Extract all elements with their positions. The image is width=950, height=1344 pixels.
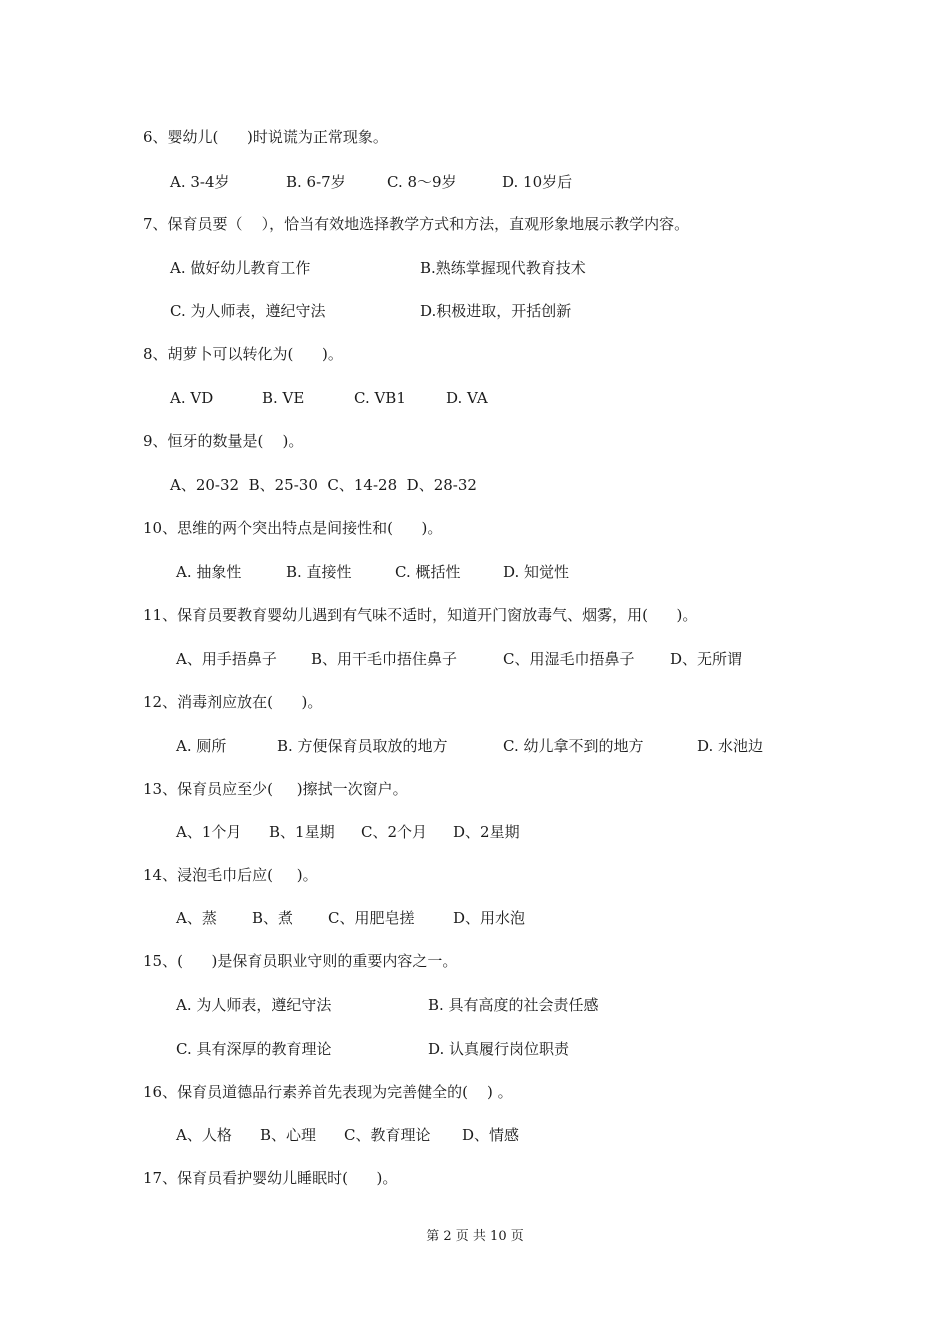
option-7b: B.熟练掌握现代教育技术 [420,259,586,277]
question-15: 15、( )是保育员职业守则的重要内容之一。 [143,952,458,970]
option-8d: D. VA [446,389,488,407]
question-12: 12、消毒剂应放在( )。 [143,693,323,711]
question-13: 13、保育员应至少( )擦拭一次窗户。 [143,780,408,798]
question-16: 16、保育员道德品行素养首先表现为完善健全的( ) 。 [143,1083,513,1101]
question-11: 11、保育员要教育婴幼儿遇到有气味不适时，知道开门窗放毒气、烟雾，用( )。 [143,606,698,624]
question-6: 6、婴幼儿( )时说谎为正常现象。 [143,128,388,146]
option-16a: A、人格 [176,1126,232,1144]
option-10c: C. 概括性 [395,563,461,581]
option-8c: C. VB1 [354,389,406,407]
option-12d: D. 水池边 [697,737,764,755]
option-13a: A、1个月 [176,823,242,841]
option-15c: C. 具有深厚的教育理论 [176,1040,332,1058]
option-12a: A. 厕所 [176,737,227,755]
question-14: 14、浸泡毛巾后应( )。 [143,866,318,884]
option-8b: B. VE [262,389,305,407]
question-8: 8、胡萝卜可以转化为( )。 [143,345,343,363]
question-10: 10、思维的两个突出特点是间接性和( )。 [143,519,443,537]
option-10b: B. 直接性 [286,563,352,581]
option-11b: B、用干毛巾捂住鼻子 [311,650,458,668]
option-13b: B、1星期 [269,823,335,841]
option-10a: A. 抽象性 [176,563,242,581]
option-6c: C. 8～9岁 [387,173,457,191]
option-13c: C、2个月 [361,823,428,841]
option-6d: D. 10岁后 [502,173,573,191]
option-16b: B、心理 [260,1126,317,1144]
option-11a: A、用手捂鼻子 [176,650,277,668]
option-8a: A. VD [170,389,214,407]
option-14d: D、用水泡 [453,909,526,927]
option-11c: C、用湿毛巾捂鼻子 [503,650,635,668]
option-6a: A. 3-4岁 [170,173,230,191]
option-7c: C. 为人师表，遵纪守法 [170,302,326,320]
option-16d: D、情感 [462,1126,520,1144]
option-13d: D、2星期 [453,823,520,841]
option-14c: C、用肥皂搓 [328,909,415,927]
option-16c: C、教育理论 [344,1126,431,1144]
option-15a: A. 为人师表，遵纪守法 [176,996,332,1014]
option-12c: C. 幼儿拿不到的地方 [503,737,644,755]
option-6b: B. 6-7岁 [286,173,346,191]
option-15d: D. 认真履行岗位职责 [428,1040,570,1058]
option-7a: A. 做好幼儿教育工作 [170,259,311,277]
page-footer: 第 2 页 共 10 页 [426,1229,524,1244]
option-14b: B、煮 [252,909,294,927]
option-14a: A、蒸 [176,909,217,927]
question-17: 17、保育员看护婴幼儿睡眠时( )。 [143,1169,398,1187]
option-11d: D、无所谓 [670,650,743,668]
option-7d: D.积极进取，开括创新 [420,302,572,320]
question-7: 7、保育员要（ ），恰当有效地选择教学方式和方法，直观形象地展示教学内容。 [143,215,690,233]
option-9-all: A、20-32 B、25-30 C、14-28 D、28-32 [170,476,477,494]
option-12b: B. 方便保育员取放的地方 [277,737,448,755]
option-10d: D. 知觉性 [503,563,570,581]
question-9: 9、恒牙的数量是( )。 [143,432,304,450]
option-15b: B. 具有高度的社会责任感 [428,996,599,1014]
